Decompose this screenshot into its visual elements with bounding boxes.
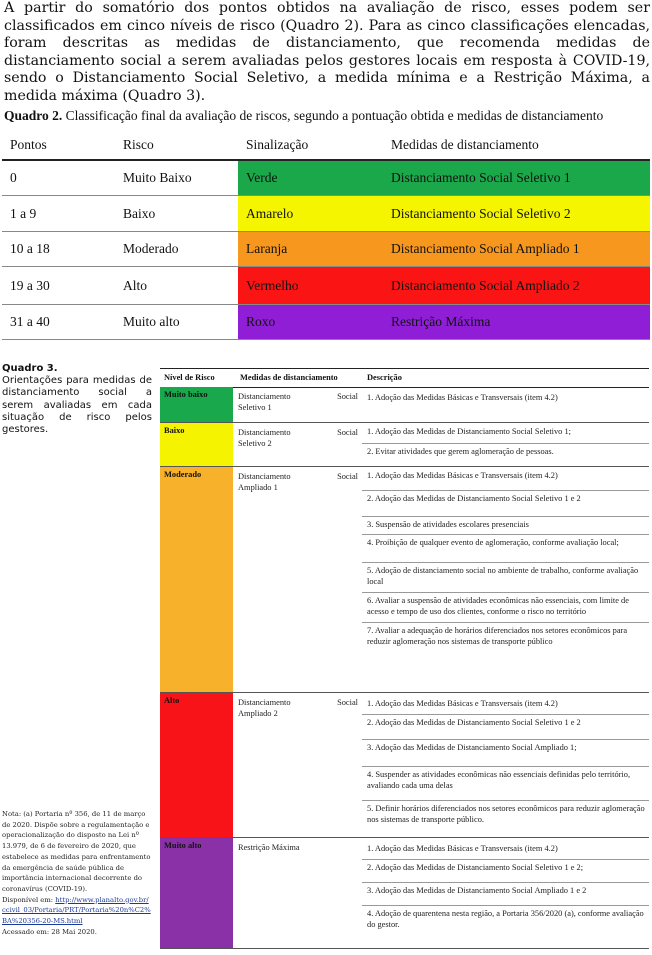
cell-pontos: 31 a 40: [2, 305, 115, 340]
cell-medida: Restrição Máxima: [383, 305, 650, 340]
measure-text: Distanciamento Seletivo 2: [238, 428, 291, 448]
description-item: 3. Adoção das Medidas de Distanciamento Social Ampliado 1 e 2: [367, 886, 587, 895]
row-divider: [362, 562, 649, 563]
group-divider: [160, 948, 649, 949]
table-row: [2, 232, 650, 267]
risk-level-cell: Alto: [160, 693, 233, 837]
cell-pontos: 10 a 18: [2, 232, 115, 267]
footnote-text: Nota: (a) Portaria nº 356, de 11 de março de 2020. Dispõe sobre a regulamentação e operacionalização do disposto na Lei nº 13.979, de 6 de fevereiro de 2020, que estabelece as medidas para enfrentamento da emergência de saúde pública de importância internacional decorrente do coronavírus (COVID-19).: [2, 810, 151, 893]
header-medidas: Medidas de distanciamento: [383, 131, 650, 160]
measure-text: Restrição Máxima: [238, 843, 300, 852]
quadro2-caption-text: Classificação final da avaliação de riscos, segundo a pontuação obtida e medidas de distanciamento: [62, 108, 604, 123]
cell-sinalizacao: Verde: [238, 160, 383, 196]
row-divider: [362, 800, 649, 801]
row-divider: [362, 739, 649, 740]
row-divider: [362, 534, 649, 535]
quadro3-label: [2, 363, 152, 436]
description-item: 2. Evitar atividades que gerem aglomeração de pessoas.: [367, 447, 554, 456]
table-row: [2, 305, 650, 340]
row-divider: [362, 443, 649, 444]
quadro2-table: [2, 131, 650, 340]
description-item: 7. Avaliar a adequação de horários diferenciados nos setores econômicos para reduzir aglomeração nos sistemas de transporte público: [367, 626, 628, 646]
row-divider: [362, 592, 649, 593]
row-divider: [362, 490, 649, 491]
cell-medida: Distanciamento Social Ampliado 1: [383, 232, 650, 267]
measure-text: Distanciamento Ampliado 2: [238, 698, 291, 718]
footnote: [2, 809, 152, 937]
description-item: 1. Adoção das Medidas Básicas e Transversais (item 4.2): [367, 844, 558, 853]
cell-sinalizacao: Laranja: [238, 232, 383, 267]
measure-social: Social: [337, 392, 358, 401]
portaria-link[interactable]: http://www.planalto.gov.br/ccivil_03/Portaria/PRT/Portaria%20n%C2%BA%20356-20-MS.html: [2, 895, 151, 926]
cell-risco: Baixo: [115, 196, 238, 232]
row-divider: [362, 882, 649, 883]
quadro2-caption-label: Quadro 2.: [4, 108, 63, 123]
description-item: 5. Definir horários diferenciados nos setores econômicos para reduzir aglomeração nos sistemas de transporte público.: [367, 804, 645, 824]
description-item: 1. Adoção das Medidas de Distanciamento Social Seletivo 1;: [367, 427, 571, 436]
row-divider: [362, 516, 649, 517]
cell-sinalizacao: Vermelho: [238, 267, 383, 305]
description-item: 3. Suspensão de atividades escolares presenciais: [367, 520, 529, 529]
cell-risco: Muito alto: [115, 305, 238, 340]
measure-social: Social: [337, 698, 358, 707]
description-item: 2. Adoção das Medidas de Distanciamento Social Seletivo 1 e 2: [367, 494, 581, 503]
cell-risco: Muito Baixo: [115, 160, 238, 196]
measure-cell: [238, 427, 358, 449]
footnote-link-line: [2, 895, 152, 927]
description-item: 4. Suspender as atividades econômicas não essenciais definidas pelo território, avaliando cada uma delas: [367, 770, 631, 790]
cell-sinalizacao: Roxo: [238, 305, 383, 340]
measure-text: Distanciamento Seletivo 1: [238, 392, 291, 412]
table-row: [2, 160, 650, 196]
risk-level-cell: Moderado: [160, 467, 233, 692]
row-divider: [362, 714, 649, 715]
quadro3-description: Orientações para medidas de distanciamento social a serem avaliadas em cada situação de risco pelos gestores.: [2, 375, 152, 436]
cell-risco: Moderado: [115, 232, 238, 267]
header-risco: Risco: [115, 131, 238, 160]
risk-level-cell: Muito alto: [160, 838, 233, 948]
measure-social: Social: [337, 472, 358, 481]
description-item: 4. Proibição de qualquer evento de aglomeração, conforme avaliação local;: [367, 538, 619, 547]
cell-sinalizacao: Amarelo: [238, 196, 383, 232]
row-divider: [362, 622, 649, 623]
cell-risco: Alto: [115, 267, 238, 305]
description-item: 1. Adoção das Medidas Básicas e Transversais (item 4.2): [367, 393, 558, 402]
group-divider: [160, 422, 649, 423]
row-divider: [362, 859, 649, 860]
group-divider: [160, 692, 649, 693]
header-nivel: Nível de Risco: [164, 373, 215, 382]
table-row: [2, 196, 650, 232]
intro-paragraph: A partir do somatório dos pontos obtidos na avaliação de risco, esses podem ser classificados em cinco níveis de risco (Quadro 2). Para as cinco classificações elencadas, foram descritas as medidas de distanciamento, que recomenda medidas de distanciamento social a serem avaliadas pelos gestores locais em resposta à COVID-19, sendo o Distanciamento Social Seletivo, a medida mínima e a Restrição Máxima, a medida máxima (Quadro 3).: [4, 0, 650, 104]
group-divider: [160, 466, 649, 467]
cell-medida: Distanciamento Social Ampliado 2: [383, 267, 650, 305]
measure-cell: [238, 391, 358, 413]
header-pontos: Pontos: [2, 131, 115, 160]
cell-medida: Distanciamento Social Seletivo 1: [383, 160, 650, 196]
description-item: 5. Adoção de distanciamento social no ambiente de trabalho, conforme avaliação local: [367, 566, 639, 586]
risk-level-cell: Baixo: [160, 423, 233, 466]
quadro3-title: Quadro 3.: [2, 363, 58, 374]
description-item: 4. Adoção de quarentena nesta região, a Portaria 356/2020 (a), conforme avaliação do gestor.: [367, 909, 644, 929]
measure-cell: [238, 471, 358, 493]
quadro2-caption: [4, 108, 652, 124]
description-item: 6. Avaliar a suspensão de atividades econômicas não essenciais, com limite de acesso e tempo de uso dos clientes, conforme o risco no território: [367, 596, 629, 616]
measure-social: Social: [337, 428, 358, 437]
header-descricao: Descrição: [367, 373, 402, 382]
cell-pontos: 1 a 9: [2, 196, 115, 232]
quadro3-header: [160, 368, 649, 388]
description-item: 2. Adoção das Medidas de Distanciamento Social Seletivo 1 e 2;: [367, 863, 584, 872]
description-item: 3. Adoção das Medidas de Distanciamento Social Ampliado 1;: [367, 743, 577, 752]
description-item: 1. Adoção das Medidas Básicas e Transversais (item 4.2): [367, 699, 558, 708]
row-divider: [362, 766, 649, 767]
risk-level-cell: Muito baixo: [160, 387, 233, 422]
header-sinalizacao: Sinalização: [238, 131, 383, 160]
description-item: 1. Adoção das Medidas Básicas e Transversais (item 4.2): [367, 471, 558, 480]
cell-pontos: 19 a 30: [2, 267, 115, 305]
measure-text: Distanciamento Ampliado 1: [238, 472, 291, 492]
quadro2-header-row: [2, 131, 650, 160]
measure-cell: [238, 842, 358, 853]
group-divider: [160, 837, 649, 838]
table-row: [2, 267, 650, 305]
cell-pontos: 0: [2, 160, 115, 196]
description-item: 2. Adoção das Medidas de Distanciamento Social Seletivo 1 e 2: [367, 718, 581, 727]
cell-medida: Distanciamento Social Seletivo 2: [383, 196, 650, 232]
footnote-prefix: Disponível em:: [2, 895, 56, 904]
measure-cell: [238, 697, 358, 719]
header-medidas: Medidas de distanciamento: [240, 373, 338, 382]
footnote-accessed: Acessado em: 28 Mai 2020.: [2, 927, 97, 936]
quadro3-table: [160, 368, 649, 950]
row-divider: [362, 905, 649, 906]
